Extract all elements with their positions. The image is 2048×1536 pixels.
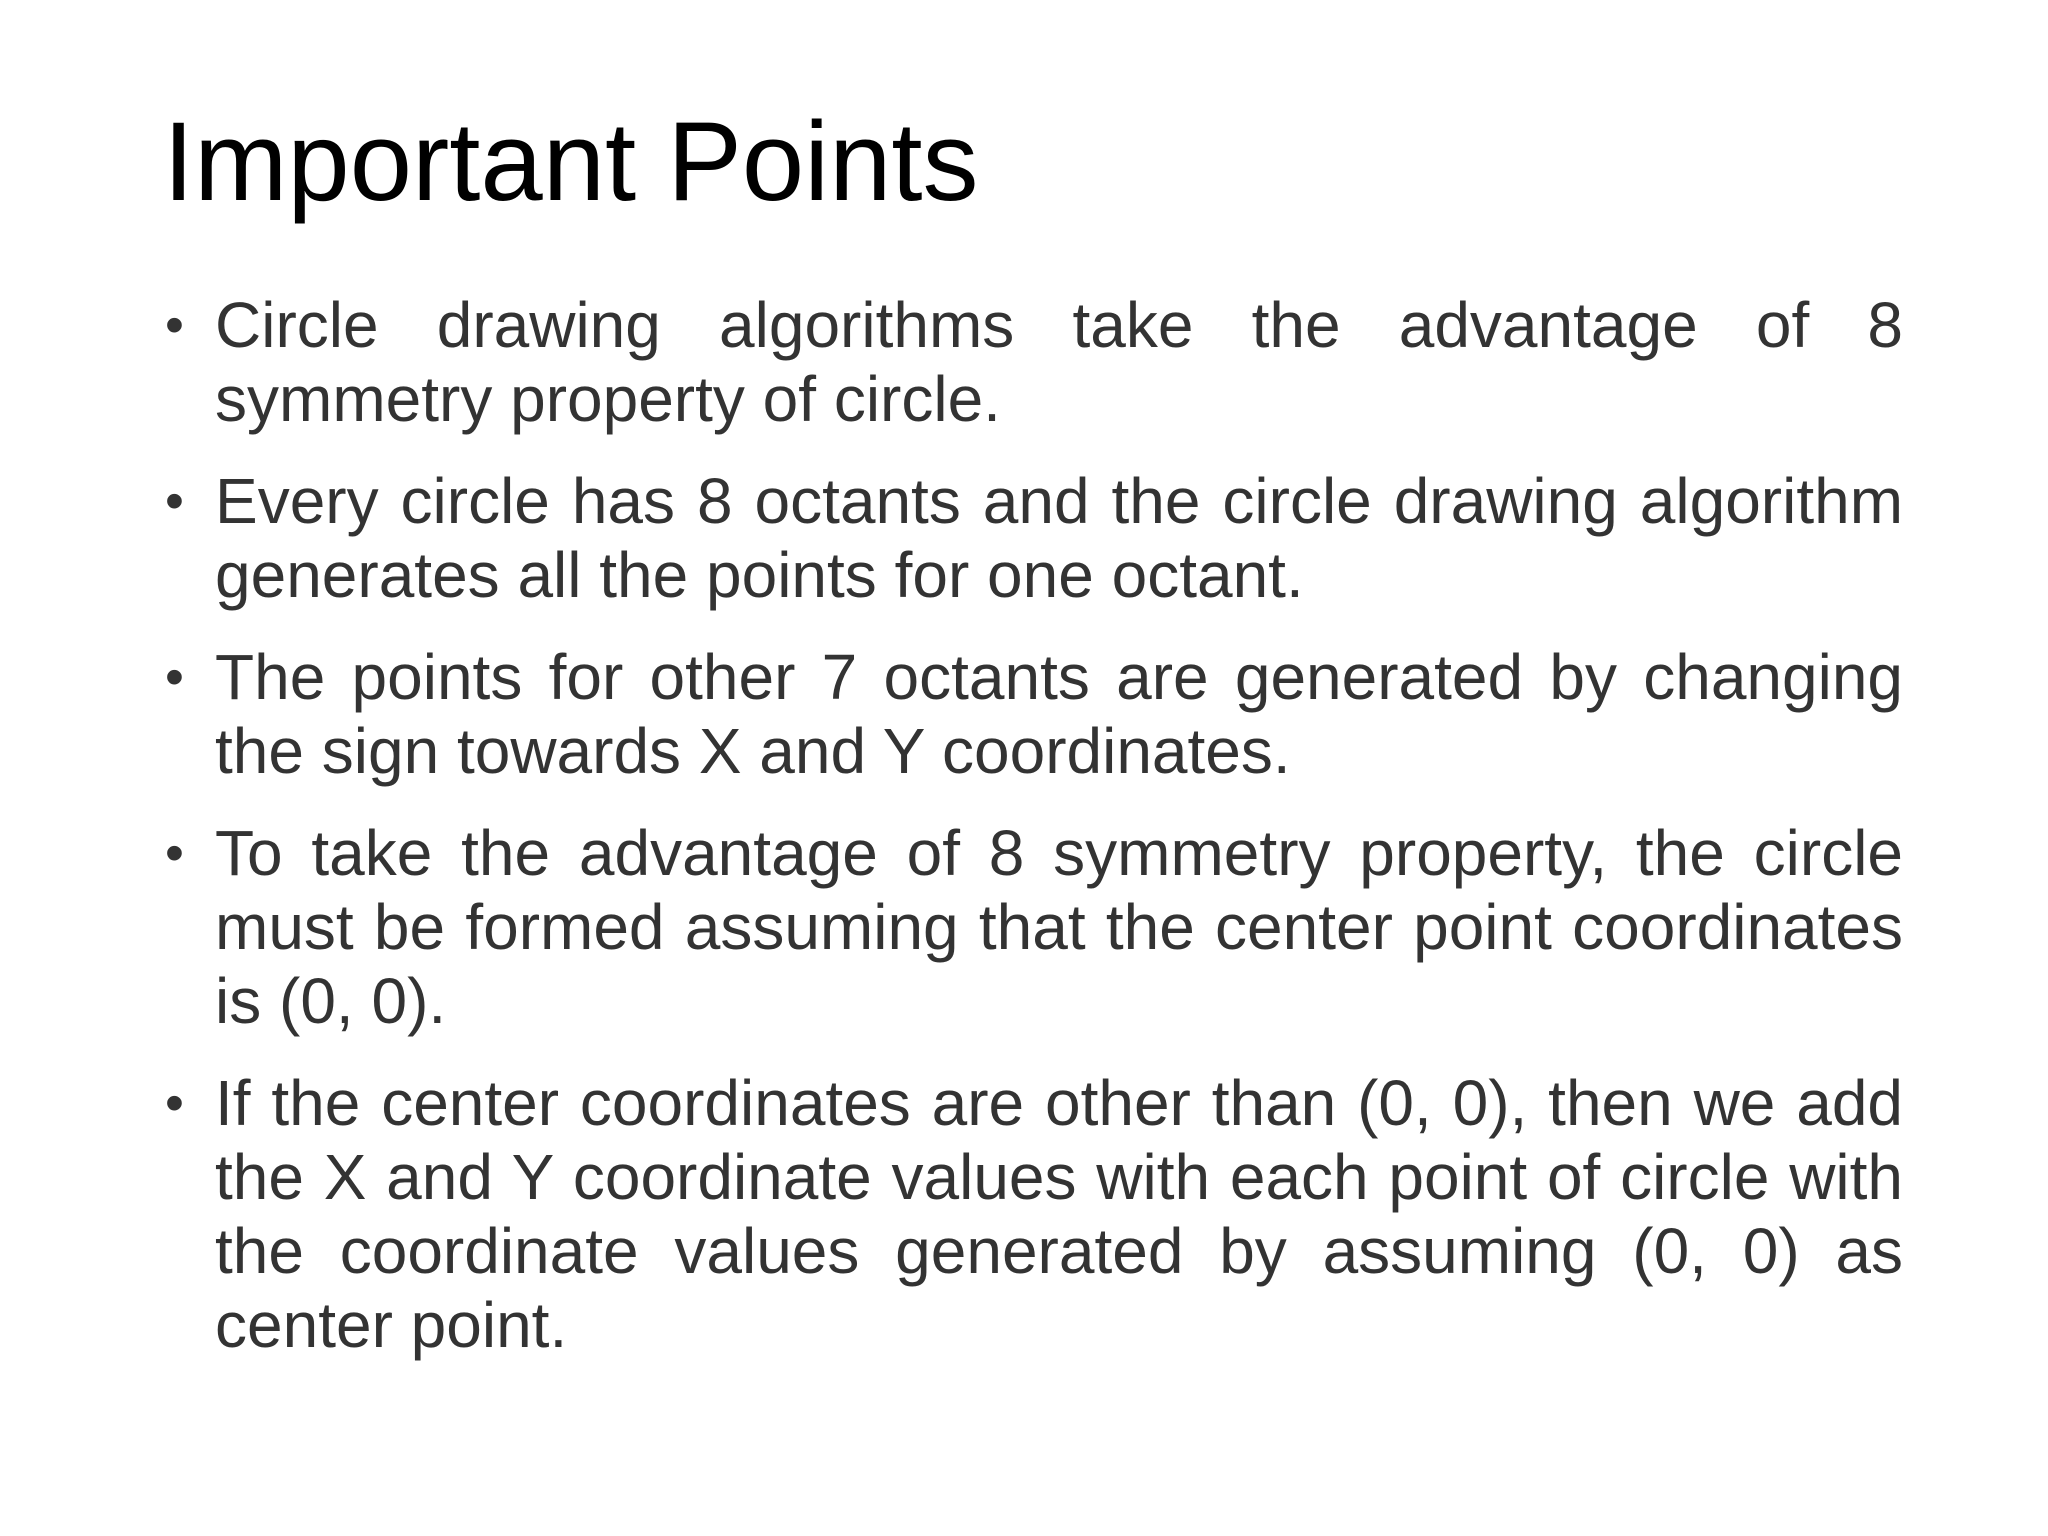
bullet-text: The points for other 7 octants are generated by changing the sign towards X and Y coordinates. [215,641,1903,787]
bullet-text: To take the advantage of 8 symmetry property, the circle must be formed assuming that the center point coordinates is (0, 0). [215,817,1903,1037]
bullet-text: If the center coordinates are other than (0, 0), then we add the X and Y coordinate values with each point of circle with the coordinate values generated by assuming (0, 0) as center point. [215,1067,1903,1361]
bullet-icon: • [165,1073,184,1133]
bullet-icon: • [165,647,184,707]
bullet-text: Circle drawing algorithms take the advantage of 8 symmetry property of circle. [215,289,1903,435]
bullet-item-center-origin [163,816,1903,1038]
bullet-item-center-offset [163,1066,1903,1362]
slide-title: Important Points [163,99,979,224]
bullet-icon: • [165,471,184,531]
bullet-icon: • [165,295,184,355]
bullet-text: Every circle has 8 octants and the circle drawing algorithm generates all the points for one octant. [215,465,1903,611]
bullet-icon: • [165,823,184,883]
bullet-item-symmetry [163,288,1903,436]
bullet-item-other-octants [163,640,1903,788]
bullet-item-octants [163,464,1903,612]
bullet-list [163,288,1903,1390]
